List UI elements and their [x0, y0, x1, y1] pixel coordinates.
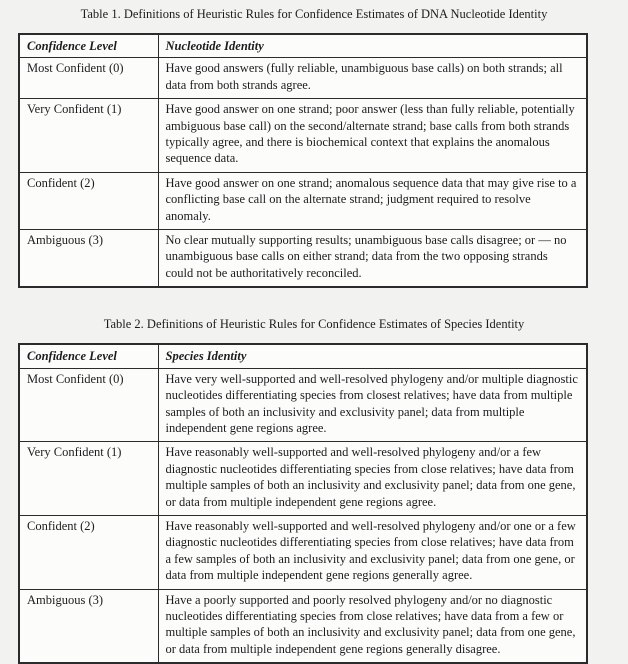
table-row: [19, 368, 587, 442]
confidence-level-cell: Most Confident (0): [19, 58, 158, 99]
table1-title: Table 1. Definitions of Heuristic Rules for Confidence Estimates of DNA Nucleotide Identity: [80, 7, 548, 21]
table-row: [19, 589, 587, 663]
table-row: [19, 99, 587, 173]
definition-cell: Have a poorly supported and poorly resolved phylogeny and/or no diagnostic nucleotides differentiating species from close relatives; have data from a few or multiple samples of both an inclusivity and exclusivity panel; data from one gene, or data from multiple independent gene regions generally disagree.: [158, 589, 587, 663]
definition-cell: Have good answer on one strand; anomalous sequence data that may give rise to a conflicting base call on the alternate strand; judgment required to resolve anomaly.: [158, 172, 587, 229]
table2-section: [0, 317, 628, 664]
table1-dna-nucleotide-confidence: [18, 33, 588, 288]
confidence-level-header: Confidence Level: [19, 34, 158, 58]
definition-cell: No clear mutually supporting results; unambiguous base calls disagree; or — no unambiguous base calls on either strand; data from the two opposing strands could not be authoritatively reconciled.: [158, 230, 587, 288]
definition-cell: Have very well-supported and well-resolved phylogeny and/or multiple diagnostic nucleotides differentiating species from closest relatives; have data from multiple samples of both an inclusivity and exclusivity panel; data from multiple independent gene regions agree.: [158, 368, 587, 442]
confidence-level-cell: Very Confident (1): [19, 442, 158, 516]
confidence-level-cell: Most Confident (0): [19, 368, 158, 442]
definition-cell: Have good answer on one strand; poor answer (less than fully reliable, potentially ambiguous base call) on the second/alternate strand; base calls from both strands typically agree, and there is biochemical context that explains the anomalous sequence data.: [158, 99, 587, 173]
definition-cell: Have reasonably well-supported and well-resolved phylogeny and/or a few diagnostic nucleotides differentiating species from close relatives; have data from multiple samples of both an inclusivity and exclusivity panel; data from one gene, or data from multiple independent gene regions agree.: [158, 442, 587, 516]
table-row: [19, 515, 587, 589]
table-row: [19, 58, 587, 99]
nucleotide-identity-header: Nucleotide Identity: [158, 34, 587, 58]
species-identity-header: Species Identity: [158, 344, 587, 368]
definition-cell: Have good answers (fully reliable, unambiguous base calls) on both strands; all data from both strands agree.: [158, 58, 587, 99]
table-row: [19, 172, 587, 229]
confidence-level-header: Confidence Level: [19, 344, 158, 368]
confidence-level-cell: Very Confident (1): [19, 99, 158, 173]
table2-title: Table 2. Definitions of Heuristic Rules for Confidence Estimates of Species Identity: [103, 317, 525, 332]
table-header-row: [19, 34, 587, 58]
table2-species-identity-confidence: [18, 343, 588, 664]
confidence-level-cell: Ambiguous (3): [19, 230, 158, 288]
confidence-level-cell: Ambiguous (3): [19, 589, 158, 663]
table-header-row: [19, 344, 587, 368]
table-row: [19, 442, 587, 516]
confidence-level-cell: Confident (2): [19, 172, 158, 229]
definition-cell: Have reasonably well-supported and well-resolved phylogeny and/or one or a few diagnostic nucleotides differentiating species from close relatives; have data from a few samples of both an inclusivity and exclusivity panel; data from one gene, or data from multiple independent gene regions generally agree.: [158, 515, 587, 589]
table1-section: [0, 7, 628, 288]
confidence-level-cell: Confident (2): [19, 515, 158, 589]
table-row: [19, 230, 587, 288]
